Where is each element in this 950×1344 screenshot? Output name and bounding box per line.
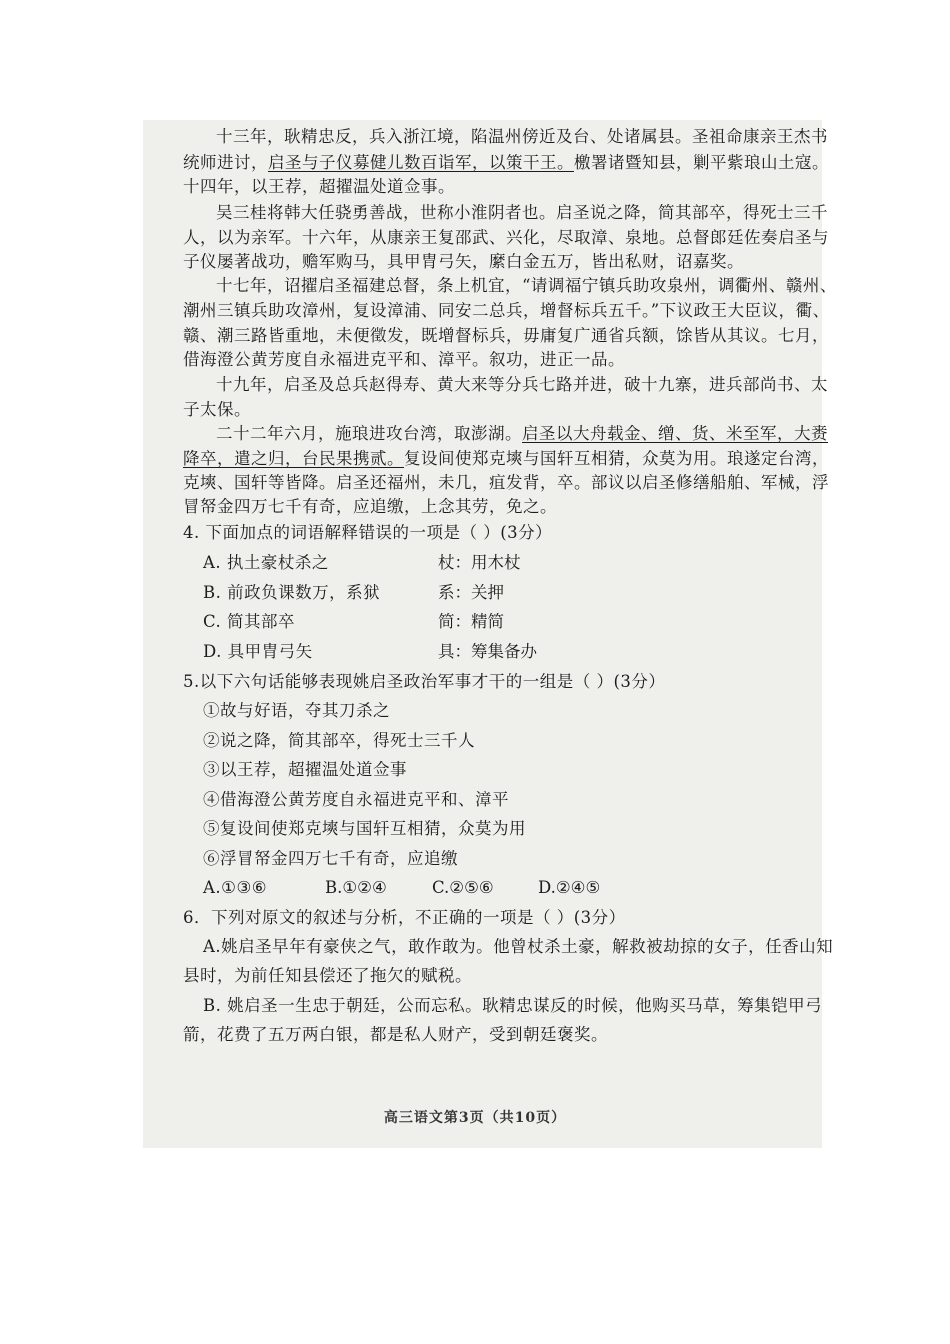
passage-line: 十三年，耿精忠反，兵入浙江境，陷温州傍近及台、处诸属县。圣祖命康亲王杰书 [216,127,828,146]
passage-line: 降卒，遣之归，台民果携贰。复设间使郑克塽与国轩互相猜，众莫为用。琅遂定台湾， [183,449,829,468]
passage-line: 统师进讨，启圣与子仪募健儿数百诣军，以策干王。檄署诸暨知县，剿平紫琅山土寇。 [183,153,829,172]
q5-choice-d: D.②④⑤ [538,878,601,897]
question-5-stem: 5.以下六句话能够表现姚启圣政治军事才干的一组是（ ）(3分） [183,672,666,691]
q6-option-b-cont: 箭，花费了五万两白银，都是私人财产，受到朝廷褒奖。 [183,1025,608,1044]
question-6-stem: 6．下列对原文的叙述与分析，不正确的一项是（ ）(3分） [183,908,626,927]
q6-option-a: A.姚启圣早年有豪侠之气，敢作敢为。他曾杖杀土豪，解救被劫掠的女子，任香山知 [203,937,834,956]
q4-option-b: B. 前政负课数万，系狱 [203,583,381,602]
q5-item: ①故与好语，夺其刀杀之 [203,701,390,720]
page-footer: 高三语文第3页（共10页） [383,1110,567,1126]
passage-line: 借海澄公黄芳度自永福进克平和、漳平。叙功，进正一品。 [183,350,625,369]
q4-option-d: D. 具甲胄弓矢 [203,642,313,661]
q4-option-c-gloss: 简：精简 [438,612,504,631]
passage-line: 十九年，启圣及总兵赵得寿、黄大来等分兵七路并进，破十九寨，进兵部尚书、太 [216,375,828,394]
q4-option-b-gloss: 系：关押 [438,583,504,602]
underlined-sentence: 启圣以大舟载金、缯、货、米至军，大赉 [522,424,828,443]
q6-option-b: B. 姚启圣一生忠于朝廷，公而忘私。耿精忠谋反的时候，他购买马草，筹集铠甲弓 [203,996,823,1015]
q4-option-a-gloss: 杖：用木杖 [438,553,521,572]
passage-line: 冒帑金四万七千有奇，应追缴，上念其劳，免之。 [183,497,557,516]
underlined-sentence: 启圣与子仪募健儿数百诣军，以策干王。 [268,153,574,172]
q5-item: ⑤复设间使郑克塽与国轩互相猜，众莫为用 [203,819,526,838]
passage-line: 克塽、国轩等皆降。启圣还福州，未几，疽发背，卒。部议以启圣修缮船舶、军械，浮 [183,473,829,492]
q4-option-d-gloss: 具：筹集备办 [438,642,537,661]
passage-line: 子太保。 [183,400,251,419]
q5-item: ②说之降，简其部卒，得死士三千人 [203,731,475,750]
passage-line: 十七年，诏擢启圣福建总督，条上机宜，“请调福宁镇兵助攻泉州，调衢州、赣州、 [216,276,837,295]
passage-line: 人，以为亲军。十六年，从康亲王复邵武、兴化，尽取漳、泉地。总督郎廷佐奏启圣与 [183,228,829,247]
q5-choice-c: C.②⑤⑥ [432,878,494,897]
q5-item: ③以王荐，超擢温处道佥事 [203,760,407,779]
underlined-sentence: 降卒，遣之归，台民果携贰。 [183,449,404,468]
question-4-stem: 4. 下面加点的词语解释错误的一项是（ ）(3分） [183,523,553,542]
passage-line: 十四年，以王荐，超擢温处道佥事。 [183,177,455,196]
q5-item: ⑥浮冒帑金四万七千有奇，应追缴 [203,849,458,868]
passage-line: 潮州三镇兵助攻漳州，复设漳浦、同安二总兵，增督标兵五千。”下议政王大臣议，衢、 [183,301,830,320]
q4-option-a: A. 执土豪杖杀之 [203,553,329,572]
scanned-page [143,120,822,1148]
passage-line: 二十二年六月，施琅进攻台湾，取澎湖。启圣以大舟载金、缯、货、米至军，大赉 [216,424,828,443]
passage-line: 吴三桂将韩大任骁勇善战，世称小淮阴者也。启圣说之降，简其部卒，得死士三千 [216,203,828,222]
q4-option-c: C. 简其部卒 [203,612,296,631]
q6-option-a-cont: 县时，为前任知县偿还了拖欠的赋税。 [183,966,472,985]
q5-choice-a: A.①③⑥ [203,878,268,897]
passage-line: 子仪屡著战功，赡军购马，具甲胄弓矢，縻白金五万，皆出私财，诏嘉奖。 [183,252,744,271]
q5-choice-b: B.①②④ [325,878,387,897]
passage-line: 赣、潮三路皆重地，未便徵发，既增督标兵，毋庸复广通省兵额，馀皆从其议。七月， [183,326,829,345]
q5-item: ④借海澄公黄芳度自永福进克平和、漳平 [203,790,509,809]
